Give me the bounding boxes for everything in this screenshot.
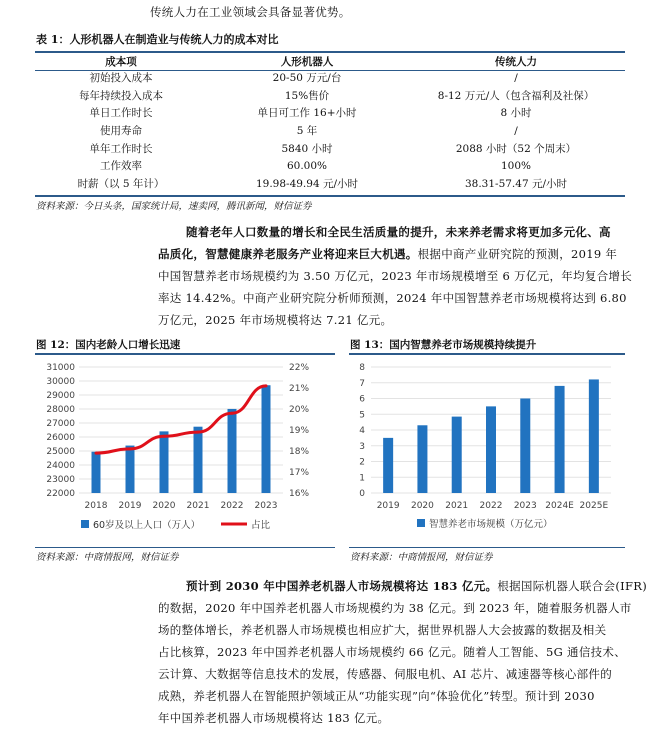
y-tick: 8 bbox=[359, 363, 365, 373]
table-header-row bbox=[35, 53, 625, 69]
table-cell: 时薪（以 5 年计） bbox=[77, 177, 165, 190]
paragraph-1-line-3: 中国智慧养老市场规模约为 3.50 万亿元，2023 年市场规模增至 6 万亿元，年均复合增长 bbox=[158, 269, 633, 283]
paragraph-2-line-3: 场的整体增长，养老机器人市场规模也相应扩大，据世界机器人大会披露的数据及相关 bbox=[158, 623, 607, 637]
bar bbox=[262, 385, 271, 493]
paragraph-1-bold: 品质化，智慧健康养老服务产业将迎来巨大机遇。 bbox=[158, 247, 418, 261]
legend-bar-label: 智慧养老市场规模（万亿元） bbox=[429, 519, 553, 530]
y-tick-right: 22% bbox=[289, 363, 310, 373]
bar bbox=[126, 446, 135, 493]
paragraph-2-line-5: 云计算、大数据等信息技术的发展，传感器、伺服电机、AI 芯片、减速器等核心部件的 bbox=[158, 667, 612, 681]
figure-13-rule bbox=[349, 353, 625, 355]
y-tick-right: 21% bbox=[289, 384, 310, 394]
x-tick: 2022 bbox=[220, 501, 244, 511]
bar bbox=[92, 452, 101, 493]
y-tick-right: 20% bbox=[289, 405, 310, 415]
y-tick: 1 bbox=[359, 473, 365, 484]
table-cell: 100% bbox=[500, 159, 532, 172]
y-tick-left: 27000 bbox=[46, 419, 75, 429]
y-tick-right: 19% bbox=[289, 426, 310, 436]
table-cell: 工作效率 bbox=[100, 160, 142, 173]
legend-bar-swatch bbox=[81, 520, 89, 528]
bar bbox=[417, 425, 427, 493]
y-tick: 4 bbox=[359, 426, 365, 436]
x-tick: 2019 bbox=[376, 501, 400, 511]
y-tick-right: 17% bbox=[289, 468, 310, 478]
paragraph-1-line-2 bbox=[158, 243, 617, 265]
y-tick-right: 18% bbox=[289, 447, 310, 457]
figure-12-rule bbox=[35, 353, 335, 355]
bar bbox=[383, 438, 393, 493]
table-cell: / bbox=[514, 124, 518, 137]
table-cell: 15%售价 bbox=[284, 89, 330, 102]
figure-13-title: 图 13：国内智慧养老市场规模持续提升 bbox=[350, 339, 537, 351]
series-line-ratio bbox=[96, 386, 266, 453]
figure-12-title: 图 12：国内老龄人口增长迅速 bbox=[36, 339, 181, 351]
figure-12-source: 资料来源：中商情报网，财信证券 bbox=[36, 552, 179, 563]
table-cell: 单日可工作 16+小时 bbox=[257, 107, 357, 120]
y-tick-left: 31000 bbox=[46, 363, 75, 373]
paragraph-2-line-6: 成熟，养老机器人在智能照护领域正从“功能实现”向“体验优化”转型。预计到 2030 bbox=[158, 689, 595, 703]
table-cell: 8-12 万元/人（包含福利及社保） bbox=[437, 89, 595, 102]
figure-13-chart bbox=[349, 357, 627, 542]
legend-line-label: 占比 bbox=[251, 520, 271, 531]
table-source: 资料来源：今日头条，国家统计局，速卖网，腾讯新闻，财信证券 bbox=[36, 201, 312, 212]
table-header: 成本项 bbox=[105, 55, 137, 68]
bar bbox=[589, 379, 599, 493]
paragraph-2-rest: 根据国际机器人联合会(IFR) bbox=[497, 579, 647, 593]
paragraph-1-line-1-text: 随着老年人口数量的增长和全民生活质量的提升，未来养老需求将更加多元化、高 bbox=[186, 225, 611, 239]
bar bbox=[520, 399, 530, 494]
table-header: 传统人力 bbox=[495, 55, 537, 68]
table-row bbox=[35, 122, 625, 140]
figure-12-chart bbox=[35, 357, 337, 542]
table-cell: / bbox=[514, 71, 518, 84]
x-tick: 2024E bbox=[545, 501, 574, 511]
x-tick: 2018 bbox=[84, 501, 108, 511]
y-tick-left: 29000 bbox=[46, 391, 75, 401]
table-cell: 2088 小时（52 个周末） bbox=[455, 142, 577, 155]
table-cell: 8 小时 bbox=[500, 107, 532, 120]
bar bbox=[228, 409, 237, 493]
table-cell: 5 年 bbox=[296, 125, 318, 138]
table-row bbox=[35, 87, 625, 105]
paragraph-2-bold: 预计到 2030 年中国养老机器人市场规模将达 183 亿元。 bbox=[186, 579, 498, 593]
y-tick-right: 16% bbox=[289, 489, 310, 499]
figure-13-source: 资料来源：中商情报网，财信证券 bbox=[350, 552, 493, 563]
paragraph-2-line-4: 占比核算，2023 年中国养老机器人市场规模约 66 亿元。随着人工智能、5G 通信技术、 bbox=[158, 645, 627, 659]
y-tick: 5 bbox=[359, 410, 365, 421]
y-tick: 6 bbox=[359, 394, 365, 405]
cost-comparison-table bbox=[35, 53, 625, 192]
paragraph-2-line-2: 的数据，2020 年中国养老机器人市场规模约为 38 亿元。到 2023 年，随着服务机器人市 bbox=[158, 601, 632, 615]
paragraph-1-line-5: 万亿元，2025 年市场规模将达 7.21 亿元。 bbox=[158, 313, 393, 327]
table-cell: 19.98-49.94 元/小时 bbox=[255, 177, 359, 190]
x-tick: 2019 bbox=[118, 501, 142, 511]
paragraph-2-line-1 bbox=[186, 575, 647, 597]
x-tick: 2021 bbox=[186, 501, 210, 511]
y-tick: 0 bbox=[359, 489, 365, 499]
table-cell: 38.31-57.47 元/小时 bbox=[464, 177, 568, 190]
x-tick: 2025E bbox=[579, 501, 609, 511]
x-tick: 2020 bbox=[410, 501, 434, 511]
bar bbox=[452, 417, 462, 493]
legend-bar-swatch bbox=[417, 519, 425, 527]
y-tick-left: 24000 bbox=[46, 461, 75, 471]
y-tick: 2 bbox=[359, 457, 365, 468]
table-header: 人形机器人 bbox=[280, 55, 334, 68]
paragraph-1-rest: 根据中商产业研究院的预测，2019 年 bbox=[417, 247, 618, 261]
x-tick: 2020 bbox=[152, 501, 176, 511]
y-tick-left: 26000 bbox=[46, 433, 75, 443]
intro-line: 传统人力在工业领域会具备显著优势。 bbox=[150, 5, 351, 19]
table-cell: 每年持续投入成本 bbox=[79, 89, 163, 102]
paragraph-1-line-4: 率达 14.42%。中商产业研究院分析师预测，2024 年中国智慧养老市场规模将达到 6.80 bbox=[158, 291, 627, 305]
table-header-rule bbox=[35, 70, 625, 71]
paragraph-1-line-1 bbox=[186, 221, 611, 243]
x-tick: 2022 bbox=[479, 501, 503, 511]
table-cell: 20-50 万元/台 bbox=[272, 72, 342, 85]
y-tick-left: 22000 bbox=[46, 489, 75, 499]
table-row bbox=[35, 139, 625, 157]
figure-13-bottom-rule bbox=[349, 547, 625, 548]
bar bbox=[486, 406, 496, 493]
y-tick-left: 30000 bbox=[46, 377, 75, 387]
figure-12-bottom-rule bbox=[35, 547, 335, 548]
table-row bbox=[35, 157, 625, 175]
paragraph-2-line-7: 年中国养老机器人市场规模将达 183 亿元。 bbox=[158, 711, 390, 725]
bar bbox=[555, 386, 565, 493]
y-tick: 3 bbox=[359, 441, 365, 452]
table-cell: 5840 小时 bbox=[281, 142, 333, 155]
table-row bbox=[35, 69, 625, 87]
y-tick: 7 bbox=[359, 378, 365, 389]
table-bottom-rule bbox=[35, 195, 625, 197]
table-row bbox=[35, 175, 625, 193]
bar bbox=[194, 427, 203, 493]
table-cell: 单年工作时长 bbox=[89, 142, 153, 155]
x-tick: 2023 bbox=[254, 501, 278, 511]
table-row bbox=[35, 104, 625, 122]
x-tick: 2021 bbox=[445, 501, 469, 511]
table-title: 表 1：人形机器人在制造业与传统人力的成本对比 bbox=[36, 33, 279, 46]
y-tick-left: 25000 bbox=[46, 447, 75, 457]
x-tick: 2023 bbox=[513, 501, 537, 511]
table-cell: 单日工作时长 bbox=[89, 107, 153, 120]
table-cell: 使用寿命 bbox=[100, 125, 142, 138]
legend-bar-label: 60岁及以上人口（万人） bbox=[93, 520, 201, 531]
table-cell: 60.00% bbox=[286, 159, 328, 172]
bar bbox=[160, 431, 169, 493]
table-cell: 初始投入成本 bbox=[89, 72, 153, 85]
y-tick-left: 28000 bbox=[46, 405, 75, 415]
y-tick-left: 23000 bbox=[46, 475, 75, 485]
